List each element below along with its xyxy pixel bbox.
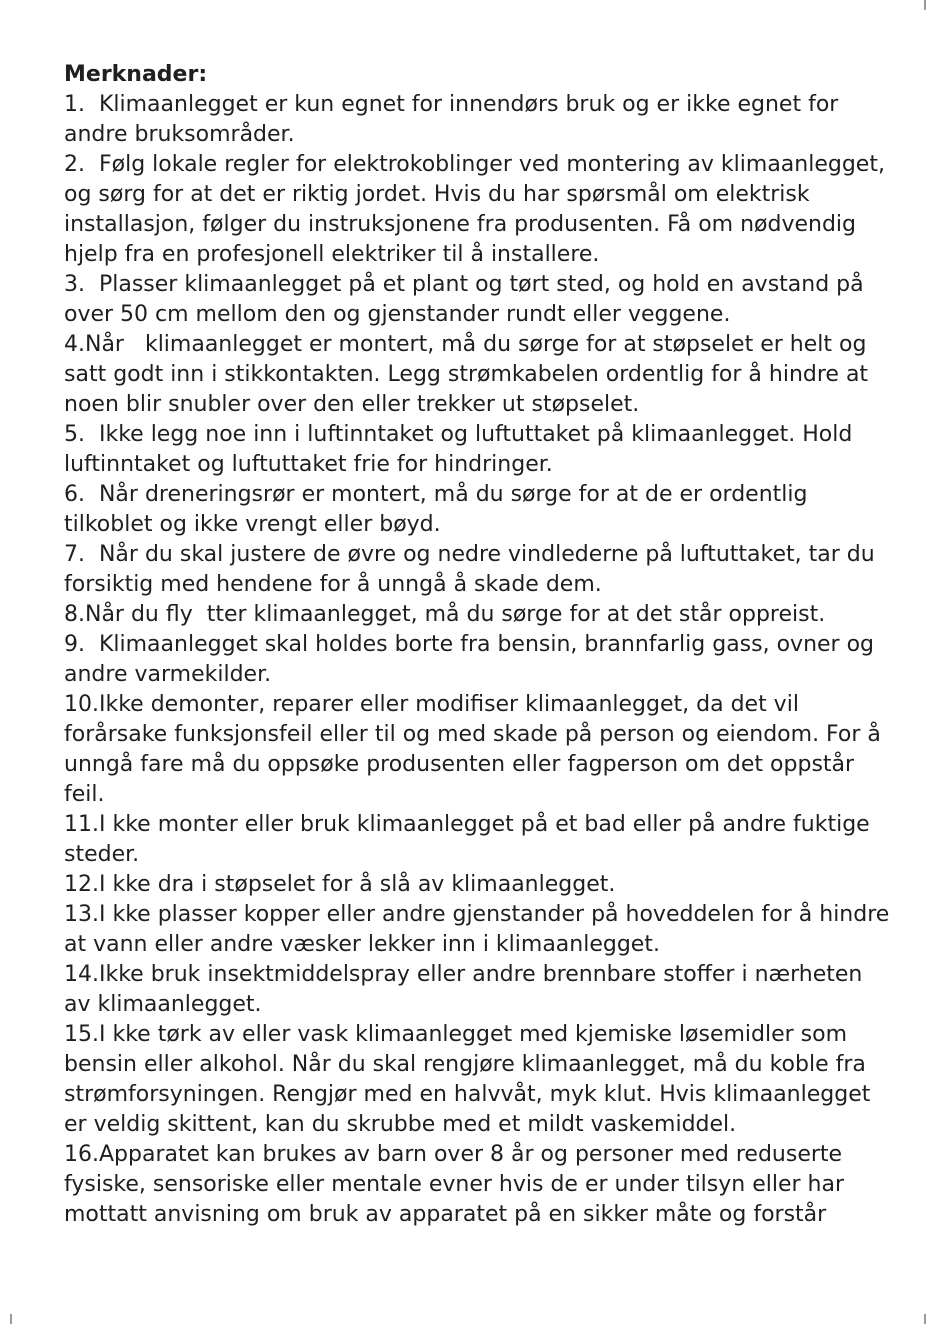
notes-body (64, 90, 890, 1230)
text-line: 5. Ikke legg noe inn i luftinntaket og luftuttaket på klimaanlegget. Hold (64, 422, 853, 447)
text-line: andre bruksområder. (64, 122, 295, 147)
text-line: satt godt inn i stikkontakten. Legg strømkabelen ordentlig for å hindre at (64, 362, 869, 387)
text-line: strømforsyningen. Rengjør med en halvvåt, myk klut. Hvis klimaanlegget (64, 1082, 871, 1107)
text-line: 7. Når du skal justere de øvre og nedre vindlederne på luftuttaket, tar du (64, 542, 875, 567)
text-line: 10.Ikke demonter, reparer eller modifiser klimaanlegget, da det vil (64, 692, 799, 717)
text-line: 3. Plasser klimaanlegget på et plant og tørt sted, og hold en avstand på (64, 272, 864, 297)
text-line: mottatt anvisning om bruk av apparatet på en sikker måte og forstår (64, 1202, 827, 1227)
text-line: 12.I kke dra i støpselet for å slå av klimaanlegget. (64, 872, 616, 897)
text-line: unngå fare må du oppsøke produsenten eller fagperson om det oppstår (64, 752, 855, 777)
text-line: hjelp fra en profesjonell elektriker til å installere. (64, 242, 600, 267)
text-line: fysiske, sensoriske eller mentale evner hvis de er under tilsyn eller har (64, 1172, 845, 1197)
text-line: 4.Når klimaanlegget er montert, må du sørge for at støpselet er helt og (64, 332, 867, 357)
text-line: andre varmekilder. (64, 662, 272, 687)
text-line: feil. (64, 782, 105, 807)
text-line: steder. (64, 842, 140, 867)
text-line: luftinntaket og luftuttaket frie for hindringer. (64, 452, 553, 477)
text-line: 9. Klimaanlegget skal holdes borte fra bensin, brannfarlig gass, ovner og (64, 632, 875, 657)
crop-mark-bottom-left (10, 1314, 12, 1324)
text-line: av klimaanlegget. (64, 992, 262, 1017)
text-line: 6. Når dreneringsrør er montert, må du sørge for at de er ordentlig (64, 482, 808, 507)
text-line: 2. Følg lokale regler for elektrokoblinger ved montering av klimaanlegget, (64, 152, 885, 177)
crop-mark-bottom-right (924, 1314, 926, 1324)
text-line: forårsake funksjonsfeil eller til og med skade på person og eiendom. For å (64, 722, 881, 747)
text-line: 11.I kke monter eller bruk klimaanlegget på et bad eller på andre fuktige (64, 812, 870, 837)
text-line: 8.Når du fly tter klimaanlegget, må du sørge for at det står oppreist. (64, 602, 826, 627)
notes-heading: Merknader: (64, 62, 208, 87)
crop-mark-top-right (924, 0, 926, 10)
text-line: bensin eller alkohol. Når du skal rengjøre klimaanlegget, må du koble fra (64, 1052, 866, 1077)
text-line: 15.I kke tørk av eller vask klimaanlegget med kjemiske løsemidler som (64, 1022, 848, 1047)
text-line: 16.Apparatet kan brukes av barn over 8 år og personer med reduserte (64, 1142, 843, 1167)
text-line: 1. Klimaanlegget er kun egnet for innendørs bruk og er ikke egnet for (64, 92, 839, 117)
notes-page (64, 60, 890, 1230)
text-line: over 50 cm mellom den og gjenstander rundt eller veggene. (64, 302, 731, 327)
text-line: og sørg for at det er riktig jordet. Hvis du har spørsmål om elektrisk (64, 182, 810, 207)
text-line: installasjon, følger du instruksjonene fra produsenten. Få om nødvendig (64, 212, 856, 237)
text-line: er veldig skittent, kan du skrubbe med et mildt vaskemiddel. (64, 1112, 737, 1137)
text-line: 14.Ikke bruk insektmiddelspray eller andre brennbare stoffer i nærheten (64, 962, 863, 987)
text-line: 13.I kke plasser kopper eller andre gjenstander på hoveddelen for å hindre (64, 902, 890, 927)
text-line: noen blir snubler over den eller trekker ut støpselet. (64, 392, 640, 417)
text-line: at vann eller andre væsker lekker inn i klimaanlegget. (64, 932, 660, 957)
text-line: tilkoblet og ikke vrengt eller bøyd. (64, 512, 441, 537)
text-line: forsiktig med hendene for å unngå å skade dem. (64, 572, 602, 597)
